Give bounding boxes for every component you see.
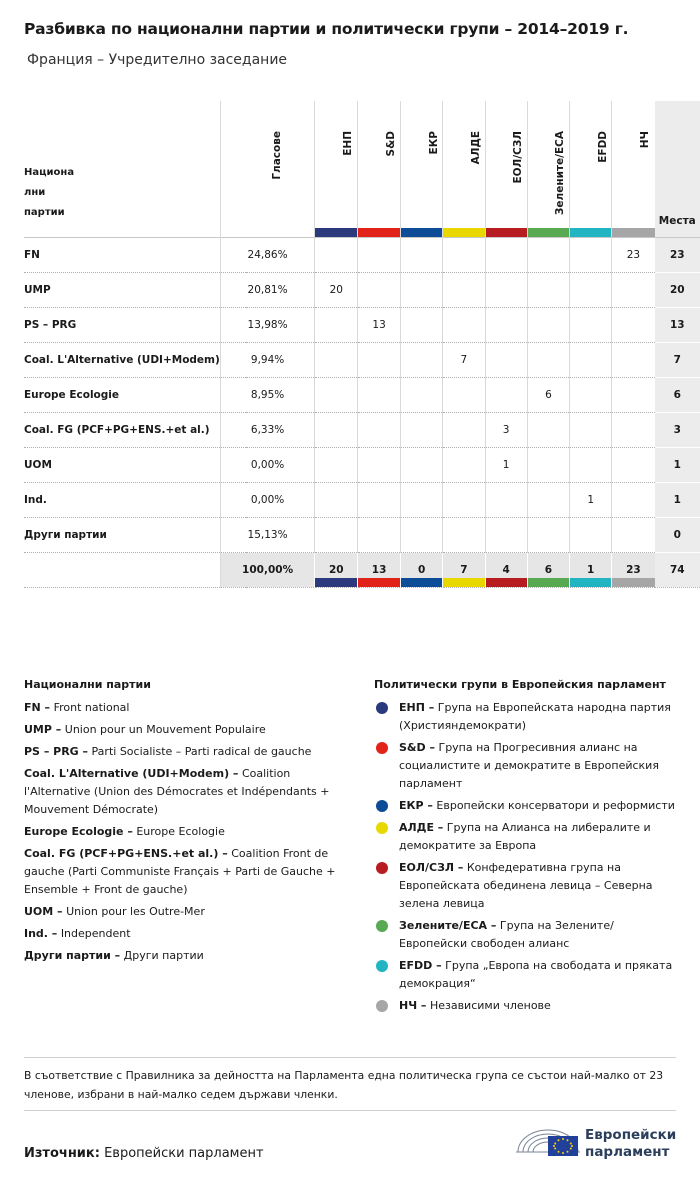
votes-cell: 9,94% (220, 342, 315, 377)
group-seats-cell (358, 482, 401, 517)
group-seats-cell (612, 342, 655, 377)
group-seats-cell (612, 272, 655, 307)
group-seats-cell (443, 272, 485, 307)
divider (24, 1057, 676, 1058)
group-legend-abbr: ЕКР – (399, 799, 433, 812)
group-color-bar (358, 578, 400, 587)
seats-column-header: Места (655, 101, 700, 237)
group-seats-cell (358, 517, 401, 552)
total-group-cell (443, 552, 485, 587)
total-seats-cell: 20 (655, 272, 700, 307)
group-seats-cell (612, 377, 655, 412)
party-legend-desc: Coalition l'Alternative (Union des Démocrates et Indépendants + Mouvement Démocrate) (24, 767, 330, 816)
total-group-cell (570, 552, 612, 587)
group-seats-cell: 6 (527, 377, 569, 412)
group-seats-cell: 13 (358, 307, 401, 342)
table-row (24, 412, 700, 447)
party-name-cell: UMP (24, 272, 220, 307)
group-color-dot-icon (376, 742, 388, 754)
total-group-cell (485, 552, 527, 587)
group-seats-cell (527, 342, 569, 377)
group-color-bar (486, 578, 527, 587)
group-seats-cell (315, 377, 358, 412)
group-seats-cell (443, 377, 485, 412)
group-seats-cell (485, 482, 527, 517)
party-legend-desc: Front national (53, 701, 130, 714)
party-legend-abbr: FN – (24, 701, 51, 714)
group-seats-cell (400, 377, 442, 412)
group-seats-cell: 7 (443, 342, 485, 377)
group-seats-cell (443, 237, 485, 272)
group-seats-cell (485, 237, 527, 272)
group-color-dot-icon (376, 920, 388, 932)
party-legend-abbr: Europe Ecologie – (24, 825, 133, 838)
group-seats-cell (315, 342, 358, 377)
group-color-dot-icon (376, 822, 388, 834)
party-legend-item (24, 823, 354, 841)
group-seats-cell (443, 412, 485, 447)
group-color-bar (401, 578, 442, 587)
group-column-header (443, 101, 485, 237)
group-color-bar (443, 228, 484, 237)
group-seats-cell: 23 (612, 237, 655, 272)
group-color-bar (358, 228, 400, 237)
group-seats-cell (400, 482, 442, 517)
logo-text-line: парламент (585, 1144, 670, 1160)
total-group-value: 4 (502, 563, 510, 576)
group-seats-cell (400, 272, 442, 307)
group-legend-desc: Група на Зелените/ Европейски свободен алианс (399, 919, 614, 950)
group-column-header (570, 101, 612, 237)
group-seats-cell (485, 517, 527, 552)
total-group-value: 20 (328, 563, 344, 576)
group-legend-item (374, 957, 679, 993)
total-votes-cell: 100,00% (220, 552, 315, 587)
group-seats-cell (527, 272, 569, 307)
group-seats-cell: 3 (485, 412, 527, 447)
source-line (24, 1146, 264, 1161)
total-group-cell (358, 552, 401, 587)
group-color-dot-icon (376, 862, 388, 874)
group-seats-cell (358, 342, 401, 377)
source-label: Източник: (24, 1146, 100, 1161)
group-legend-list (374, 699, 679, 1015)
group-color-bar (570, 578, 611, 587)
group-legend-desc: Група на Прогресивния алианс на социалистите и демократите в Европейския парламент (399, 741, 659, 790)
group-seats-cell (443, 482, 485, 517)
group-seats-cell (612, 482, 655, 517)
group-header-label: ЕОЛ/СЗЛ (512, 131, 525, 184)
group-header-label: Зелените/ЕСА (554, 131, 567, 216)
group-column-header (358, 101, 401, 237)
votes-header-label: Гласове (270, 131, 283, 180)
group-color-dot-icon (376, 800, 388, 812)
group-color-bar (528, 228, 569, 237)
group-legend-item (374, 797, 679, 815)
group-color-bar (486, 228, 527, 237)
group-color-dot-icon (376, 960, 388, 972)
total-seats-cell: 3 (655, 412, 700, 447)
votes-cell: 15,13% (220, 517, 315, 552)
group-seats-cell (400, 447, 442, 482)
group-seats-cell (612, 307, 655, 342)
group-seats-cell (570, 517, 612, 552)
group-color-bar (612, 228, 654, 237)
group-header-label: ЕКР (427, 131, 440, 155)
party-legend-item (24, 743, 354, 761)
party-legend-abbr: UOM – (24, 905, 63, 918)
group-seats-cell (358, 272, 401, 307)
group-color-bar (315, 578, 357, 587)
total-seats-cell: 13 (655, 307, 700, 342)
party-legend-list (24, 699, 354, 965)
party-legend-desc: Union pour les Outre-Mer (66, 905, 205, 918)
group-seats-cell (527, 237, 569, 272)
party-legend-abbr: UMP – (24, 723, 62, 736)
votes-cell: 0,00% (220, 447, 315, 482)
group-header-label: EFDD (596, 131, 609, 163)
group-header-label: НЧ (639, 131, 652, 149)
total-group-cell (400, 552, 442, 587)
group-seats-cell (527, 307, 569, 342)
group-seats-cell (612, 517, 655, 552)
group-legend-item (374, 699, 679, 735)
group-seats-cell (400, 517, 442, 552)
votes-cell: 13,98% (220, 307, 315, 342)
group-seats-cell (527, 447, 569, 482)
party-legend-item (24, 845, 354, 899)
group-color-bar (528, 578, 569, 587)
group-seats-cell (570, 237, 612, 272)
party-legend-item (24, 765, 354, 819)
grand-total-seats-cell: 74 (655, 552, 700, 587)
group-column-header (400, 101, 442, 237)
table-row (24, 517, 700, 552)
group-legend-title: Политически групи в Европейския парламент (374, 678, 666, 691)
total-group-value: 1 (587, 563, 595, 576)
group-header-label: S&D (385, 131, 398, 157)
group-header-label: АЛДЕ (469, 131, 482, 165)
divider (24, 1110, 676, 1111)
party-name-cell: Ind. (24, 482, 220, 517)
group-seats-cell (358, 377, 401, 412)
total-group-cell (527, 552, 569, 587)
party-header-line: партии (24, 206, 65, 218)
table-row (24, 272, 700, 307)
group-legend-desc: Европейски консерватори и реформисти (436, 799, 675, 812)
group-seats-cell (527, 482, 569, 517)
party-name-cell: UOM (24, 447, 220, 482)
group-seats-cell (570, 447, 612, 482)
group-color-bar (570, 228, 611, 237)
group-seats-cell (443, 447, 485, 482)
group-seats-cell (485, 342, 527, 377)
total-group-value: 7 (460, 563, 468, 576)
party-legend-desc: Independent (60, 927, 131, 940)
group-seats-cell (570, 307, 612, 342)
group-legend-abbr: НЧ – (399, 999, 427, 1012)
group-legend-desc: Група на Европейската народна партия (Християндемократи) (399, 701, 671, 732)
party-name-cell: FN (24, 237, 220, 272)
group-seats-cell: 1 (570, 482, 612, 517)
group-legend (374, 678, 679, 1019)
group-color-bar (612, 578, 654, 587)
party-legend-abbr: Coal. L'Alternative (UDI+Modem) – (24, 767, 239, 780)
group-seats-cell (443, 307, 485, 342)
total-group-cell (315, 552, 358, 587)
group-legend-item (374, 819, 679, 855)
party-legend-item (24, 721, 354, 739)
page-subtitle: Франция – Учредително заседание (27, 52, 288, 68)
total-seats-cell: 7 (655, 342, 700, 377)
group-legend-desc: Група на Алианса на либералите и демократите за Европа (399, 821, 651, 852)
total-group-cell (612, 552, 655, 587)
group-color-bar (443, 578, 484, 587)
total-group-value: 23 (626, 563, 641, 576)
party-legend-abbr: Други партии – (24, 949, 121, 962)
party-legend-desc: Parti Socialiste – Parti radical de gauche (91, 745, 312, 758)
group-seats-cell (443, 517, 485, 552)
party-name-cell: Други партии (24, 517, 220, 552)
group-legend-desc: Група „Европа на свободата и пряката демокрация“ (399, 959, 673, 990)
group-legend-abbr: ЕОЛ/СЗЛ – (399, 861, 464, 874)
group-seats-cell: 20 (315, 272, 358, 307)
table-row (24, 307, 700, 342)
group-column-header (527, 101, 569, 237)
total-group-value: 13 (371, 563, 387, 576)
total-group-value: 0 (417, 563, 426, 576)
table-row (24, 482, 700, 517)
group-legend-item (374, 997, 679, 1015)
group-seats-cell (570, 342, 612, 377)
group-seats-cell (358, 412, 401, 447)
total-group-value: 6 (544, 563, 553, 576)
group-color-bar (401, 228, 442, 237)
group-legend-desc: Независими членове (429, 999, 551, 1012)
total-seats-cell: 23 (655, 237, 700, 272)
group-seats-cell (315, 412, 358, 447)
group-header-label: ЕНП (342, 131, 355, 156)
party-legend-abbr: PS – PRG – (24, 745, 89, 758)
group-legend-item (374, 917, 679, 953)
group-column-header (315, 101, 358, 237)
group-seats-cell (570, 272, 612, 307)
group-seats-cell (315, 237, 358, 272)
group-seats-cell (570, 377, 612, 412)
party-legend-desc: Europe Ecologie (136, 825, 225, 838)
logo-text (585, 1127, 676, 1161)
group-seats-cell (527, 412, 569, 447)
group-seats-cell (612, 447, 655, 482)
votes-cell: 6,33% (220, 412, 315, 447)
group-seats-cell (485, 272, 527, 307)
group-legend-abbr: S&D – (399, 741, 435, 754)
totals-row (24, 552, 700, 587)
group-legend-desc: Конфедеративна група на Европейската обединена левица – Северна зелена левица (399, 861, 653, 910)
party-legend-desc: Union pour un Mouvement Populaire (64, 723, 266, 736)
group-seats-cell (315, 307, 358, 342)
party-header-line: лни (24, 186, 46, 198)
group-seats-cell (358, 447, 401, 482)
group-color-bar (315, 228, 357, 237)
votes-cell: 24,86% (220, 237, 315, 272)
group-seats-cell (400, 412, 442, 447)
group-legend-abbr: Зелените/ЕСА – (399, 919, 497, 932)
party-header-line: Национа (24, 166, 75, 178)
table-row (24, 237, 700, 272)
group-column-header (485, 101, 527, 237)
votes-column-header (220, 101, 315, 237)
group-seats-cell: 1 (485, 447, 527, 482)
group-seats-cell (315, 482, 358, 517)
party-name-cell: Europe Ecologie (24, 377, 220, 412)
party-legend-item (24, 925, 354, 943)
group-color-dot-icon (376, 1000, 388, 1012)
group-legend-abbr: ЕНП – (399, 701, 435, 714)
group-color-dot-icon (376, 702, 388, 714)
table-row (24, 447, 700, 482)
party-name-cell: PS – PRG (24, 307, 220, 342)
table-row (24, 377, 700, 412)
group-column-header (612, 101, 655, 237)
results-table (24, 101, 700, 588)
source-value: Европейски парламент (104, 1146, 264, 1161)
party-name-cell: Coal. FG (PCF+PG+ENS.+et al.) (24, 412, 220, 447)
party-legend-item (24, 903, 354, 921)
group-seats-cell (315, 447, 358, 482)
group-legend-abbr: АЛДЕ – (399, 821, 444, 834)
total-seats-cell: 6 (655, 377, 700, 412)
votes-cell: 0,00% (220, 482, 315, 517)
party-name-cell: Coal. L'Alternative (UDI+Modem) (24, 342, 220, 377)
total-seats-cell: 1 (655, 447, 700, 482)
footnote: В съответствие с Правилника за дейността на Парламента една политическа група се състои най-малко от 23 членове, избрани в най-малко седем държави членки. (24, 1069, 664, 1101)
party-legend (24, 678, 354, 969)
votes-cell: 8,95% (220, 377, 315, 412)
party-legend-desc: Coalition Front de gauche (Parti Communiste Français + Parti de Gauche + Ensemble + Front de gauche) (24, 847, 336, 896)
group-legend-item (374, 859, 679, 913)
total-seats-cell: 0 (655, 517, 700, 552)
votes-cell: 20,81% (220, 272, 315, 307)
group-seats-cell (527, 517, 569, 552)
group-legend-item (374, 739, 679, 793)
total-seats-cell: 1 (655, 482, 700, 517)
group-seats-cell (612, 412, 655, 447)
party-legend-abbr: Ind. – (24, 927, 58, 940)
party-legend-title: Национални партии (24, 678, 151, 691)
group-seats-cell (400, 237, 442, 272)
group-seats-cell (485, 307, 527, 342)
table-row (24, 342, 700, 377)
table-header-row (24, 101, 700, 237)
party-legend-item (24, 947, 354, 965)
group-seats-cell (485, 377, 527, 412)
logo-text-line: Европейски (585, 1127, 677, 1143)
group-seats-cell (570, 412, 612, 447)
party-legend-desc: Други партии (123, 949, 204, 962)
group-seats-cell (400, 307, 442, 342)
group-legend-abbr: EFDD – (399, 959, 442, 972)
party-legend-abbr: Coal. FG (PCF+PG+ENS.+et al.) – (24, 847, 228, 860)
group-seats-cell (400, 342, 442, 377)
group-seats-cell (358, 237, 401, 272)
totals-label-cell (24, 552, 220, 587)
party-legend-item (24, 699, 354, 717)
group-seats-cell (315, 517, 358, 552)
page-title: Разбивка по национални партии и политически групи – 2014–2019 г. (24, 20, 629, 38)
party-column-header (24, 101, 220, 237)
